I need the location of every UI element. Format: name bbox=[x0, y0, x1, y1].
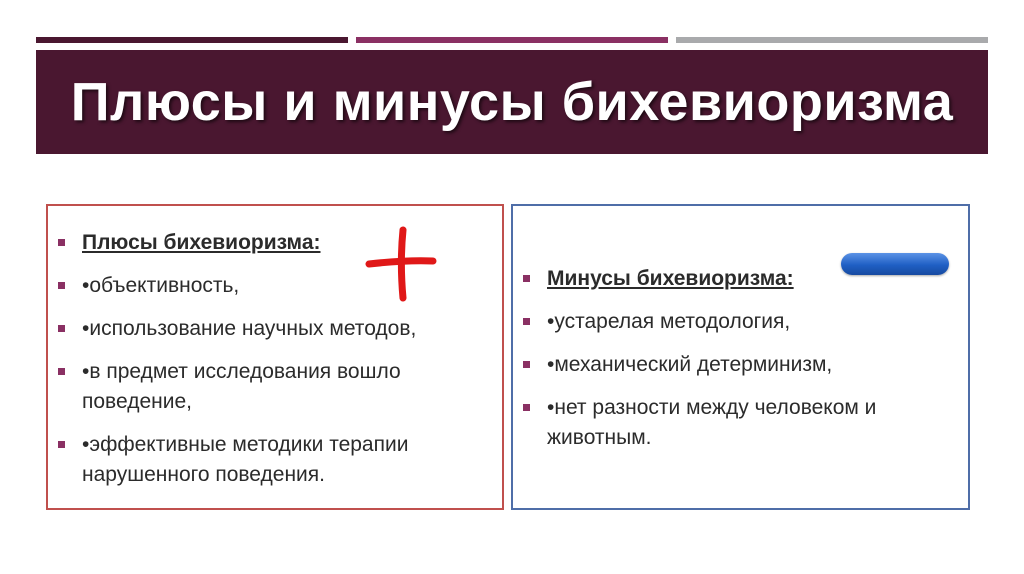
list-item bbox=[58, 430, 488, 490]
pros-item-text: •эффективные методики терапии нарушенного поведения. bbox=[82, 433, 409, 486]
cons-item-text: •устарелая методология, bbox=[547, 310, 791, 333]
bullet-square-icon bbox=[523, 318, 530, 325]
pros-item-text: •в предмет исследования вошло поведение, bbox=[82, 360, 401, 413]
bullet-square-icon bbox=[58, 239, 65, 246]
pros-item-text: •использование научных методов, bbox=[82, 317, 417, 340]
top-bar-gray bbox=[676, 37, 988, 43]
cons-item-text: •нет разности между человеком и животным. bbox=[547, 396, 877, 449]
bullet-square-icon bbox=[58, 325, 65, 332]
minus-sign-icon bbox=[841, 253, 949, 275]
bullet-square-icon bbox=[523, 275, 530, 282]
bullet-square-icon bbox=[58, 441, 65, 448]
top-bar-dark bbox=[36, 37, 348, 43]
bullet-square-icon bbox=[58, 282, 65, 289]
cons-heading: Минусы бихевиоризма: bbox=[547, 267, 794, 290]
title-band bbox=[36, 50, 988, 154]
bullet-square-icon bbox=[523, 361, 530, 368]
cons-list bbox=[523, 264, 954, 466]
list-item bbox=[58, 357, 488, 417]
list-item bbox=[523, 350, 954, 380]
pros-item-text: •объективность, bbox=[82, 274, 240, 297]
plus-sign-icon bbox=[365, 226, 437, 302]
pros-heading: Плюсы бихевиоризма: bbox=[82, 231, 321, 254]
slide-title: Плюсы и минусы бихевиоризма bbox=[70, 72, 954, 132]
bullet-square-icon bbox=[58, 368, 65, 375]
bullet-square-icon bbox=[523, 404, 530, 411]
cons-item-text: •механический детерминизм, bbox=[547, 353, 833, 376]
cons-box bbox=[511, 204, 970, 510]
top-bar-magenta bbox=[356, 37, 668, 43]
list-item bbox=[523, 393, 954, 453]
list-item bbox=[523, 307, 954, 337]
list-item bbox=[58, 314, 488, 344]
